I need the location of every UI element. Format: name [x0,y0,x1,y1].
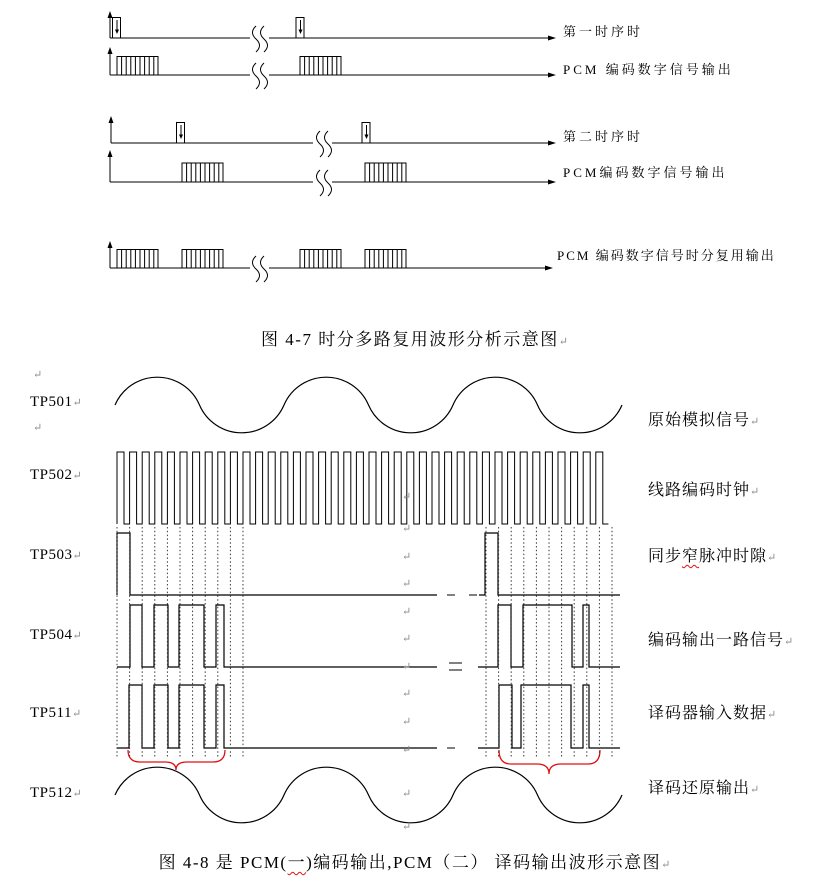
label-text: 译码还原输出 [648,780,751,797]
tp503-label [30,547,82,564]
fig48-caption-text: 图 4-8 是 PCM( [158,853,288,872]
tp511-label [30,705,81,722]
paragraph-mark: ↵ [402,606,412,618]
break-squiggle [253,256,268,282]
paragraph-mark: ↵ [402,578,412,590]
tp501-text: TP501 [30,394,73,410]
tp512-text: TP512 [30,785,73,801]
paragraph-mark: ↵ [661,859,671,871]
paragraph-mark: ↵ [72,788,82,800]
fig47-caption [0,330,829,350]
fig47-row3-label: 第二时序时 [563,129,644,144]
label-text: 线路编码时钟 [648,482,751,499]
fig48-label-analog-signal [648,412,759,430]
label-text: 译码器输入数据 [648,705,768,722]
fig48-label-line-clock [648,482,759,500]
paragraph-mark: ↵ [33,422,43,434]
slot-grid-dotted-lines [117,527,612,757]
burst-hatch-lines [122,57,402,269]
tp504-break-equals-dashes [449,663,462,670]
fig47-caption-text: 图 4-7 时分多路复用波形分析示意图 [261,330,559,349]
label-text: 原始模拟信号 [648,412,751,429]
fig48-caption-text: )编码输出,PCM（二） 译码输出波形示意图 [306,853,662,872]
fig47-row2-label: PCM 编码数字信号输出 [563,62,734,77]
paragraph-mark: ↵ [402,633,412,645]
paragraph-mark: ↵ [33,369,43,381]
fig47-row1-label: 第一时序时 [563,24,644,39]
paragraph-mark: ↵ [402,716,412,728]
fig48-label-sync-slot [648,548,776,566]
fig47-row4-label: PCM编码数字信号输出 [563,165,728,180]
break-squiggle [317,131,332,157]
paragraph-mark: ↵ [72,470,82,482]
paragraph-mark: ↵ [72,630,82,642]
left-red-brace [128,750,225,770]
paragraph-mark: ↵ [72,397,82,409]
spellcheck-underlined-text: 窄 [682,548,700,565]
label-text: 脉冲时隙 [699,548,768,565]
fig48-caption [0,853,829,873]
tp504-label [30,627,82,644]
paragraph-mark: ↵ [402,491,412,503]
paragraph-mark: ↵ [402,821,412,833]
break-squiggle [253,26,268,52]
paragraph-mark: ↵ [767,552,777,564]
paragraph-mark: ↵ [750,784,760,796]
paragraph-mark: ↵ [767,709,777,721]
tp502-text: TP502 [30,467,73,483]
paragraph-mark: ↵ [402,551,412,563]
fig47-row4-pcm-output-waveform [108,150,557,196]
paragraph-mark: ↵ [402,661,412,673]
tp503-text: TP503 [30,547,73,563]
fig47-row5-tdm-output-waveform [108,241,554,282]
tp501-label [30,394,82,411]
break-squiggle [317,170,332,196]
tp502-clock-waveform [117,452,608,524]
label-text: 同步 [648,548,683,565]
fig48-label-encoded-output [648,632,793,650]
paragraph-mark: ↵ [402,688,412,700]
fig48-label-decoder-input [648,705,776,723]
paragraph-mark: ↵ [72,550,82,562]
fig47-row1-first-timing-waveform [108,11,557,52]
tp502-label [30,467,82,484]
right-red-brace [499,750,600,774]
fig47-row5-label: PCM 编码数字信号时分复用输出 [557,248,776,263]
paragraph-mark: ↵ [784,636,794,648]
tp504-text: TP504 [30,627,73,643]
paragraph-mark: ↵ [558,336,568,348]
fig48-label-restored-output [648,780,759,798]
paragraph-mark: ↵ [71,708,82,720]
paragraph-mark: ↵ [402,744,412,756]
paragraph-mark: ↵ [750,416,760,428]
tp512-restored-sine-waveform [115,767,622,823]
paragraph-mark: ↵ [402,523,412,535]
paragraph-mark: ↵ [750,486,760,498]
tp501-analog-sine-waveform [115,377,622,433]
label-text: 编码输出一路信号 [648,632,785,649]
tp511-text: TP511 [30,705,72,721]
tp512-label [30,785,82,802]
break-squiggle [253,63,268,89]
fig47-row3-second-timing-waveform [109,116,557,157]
spellcheck-underlined-text: 一 [287,853,307,872]
paragraph-mark: ↵ [402,788,412,800]
